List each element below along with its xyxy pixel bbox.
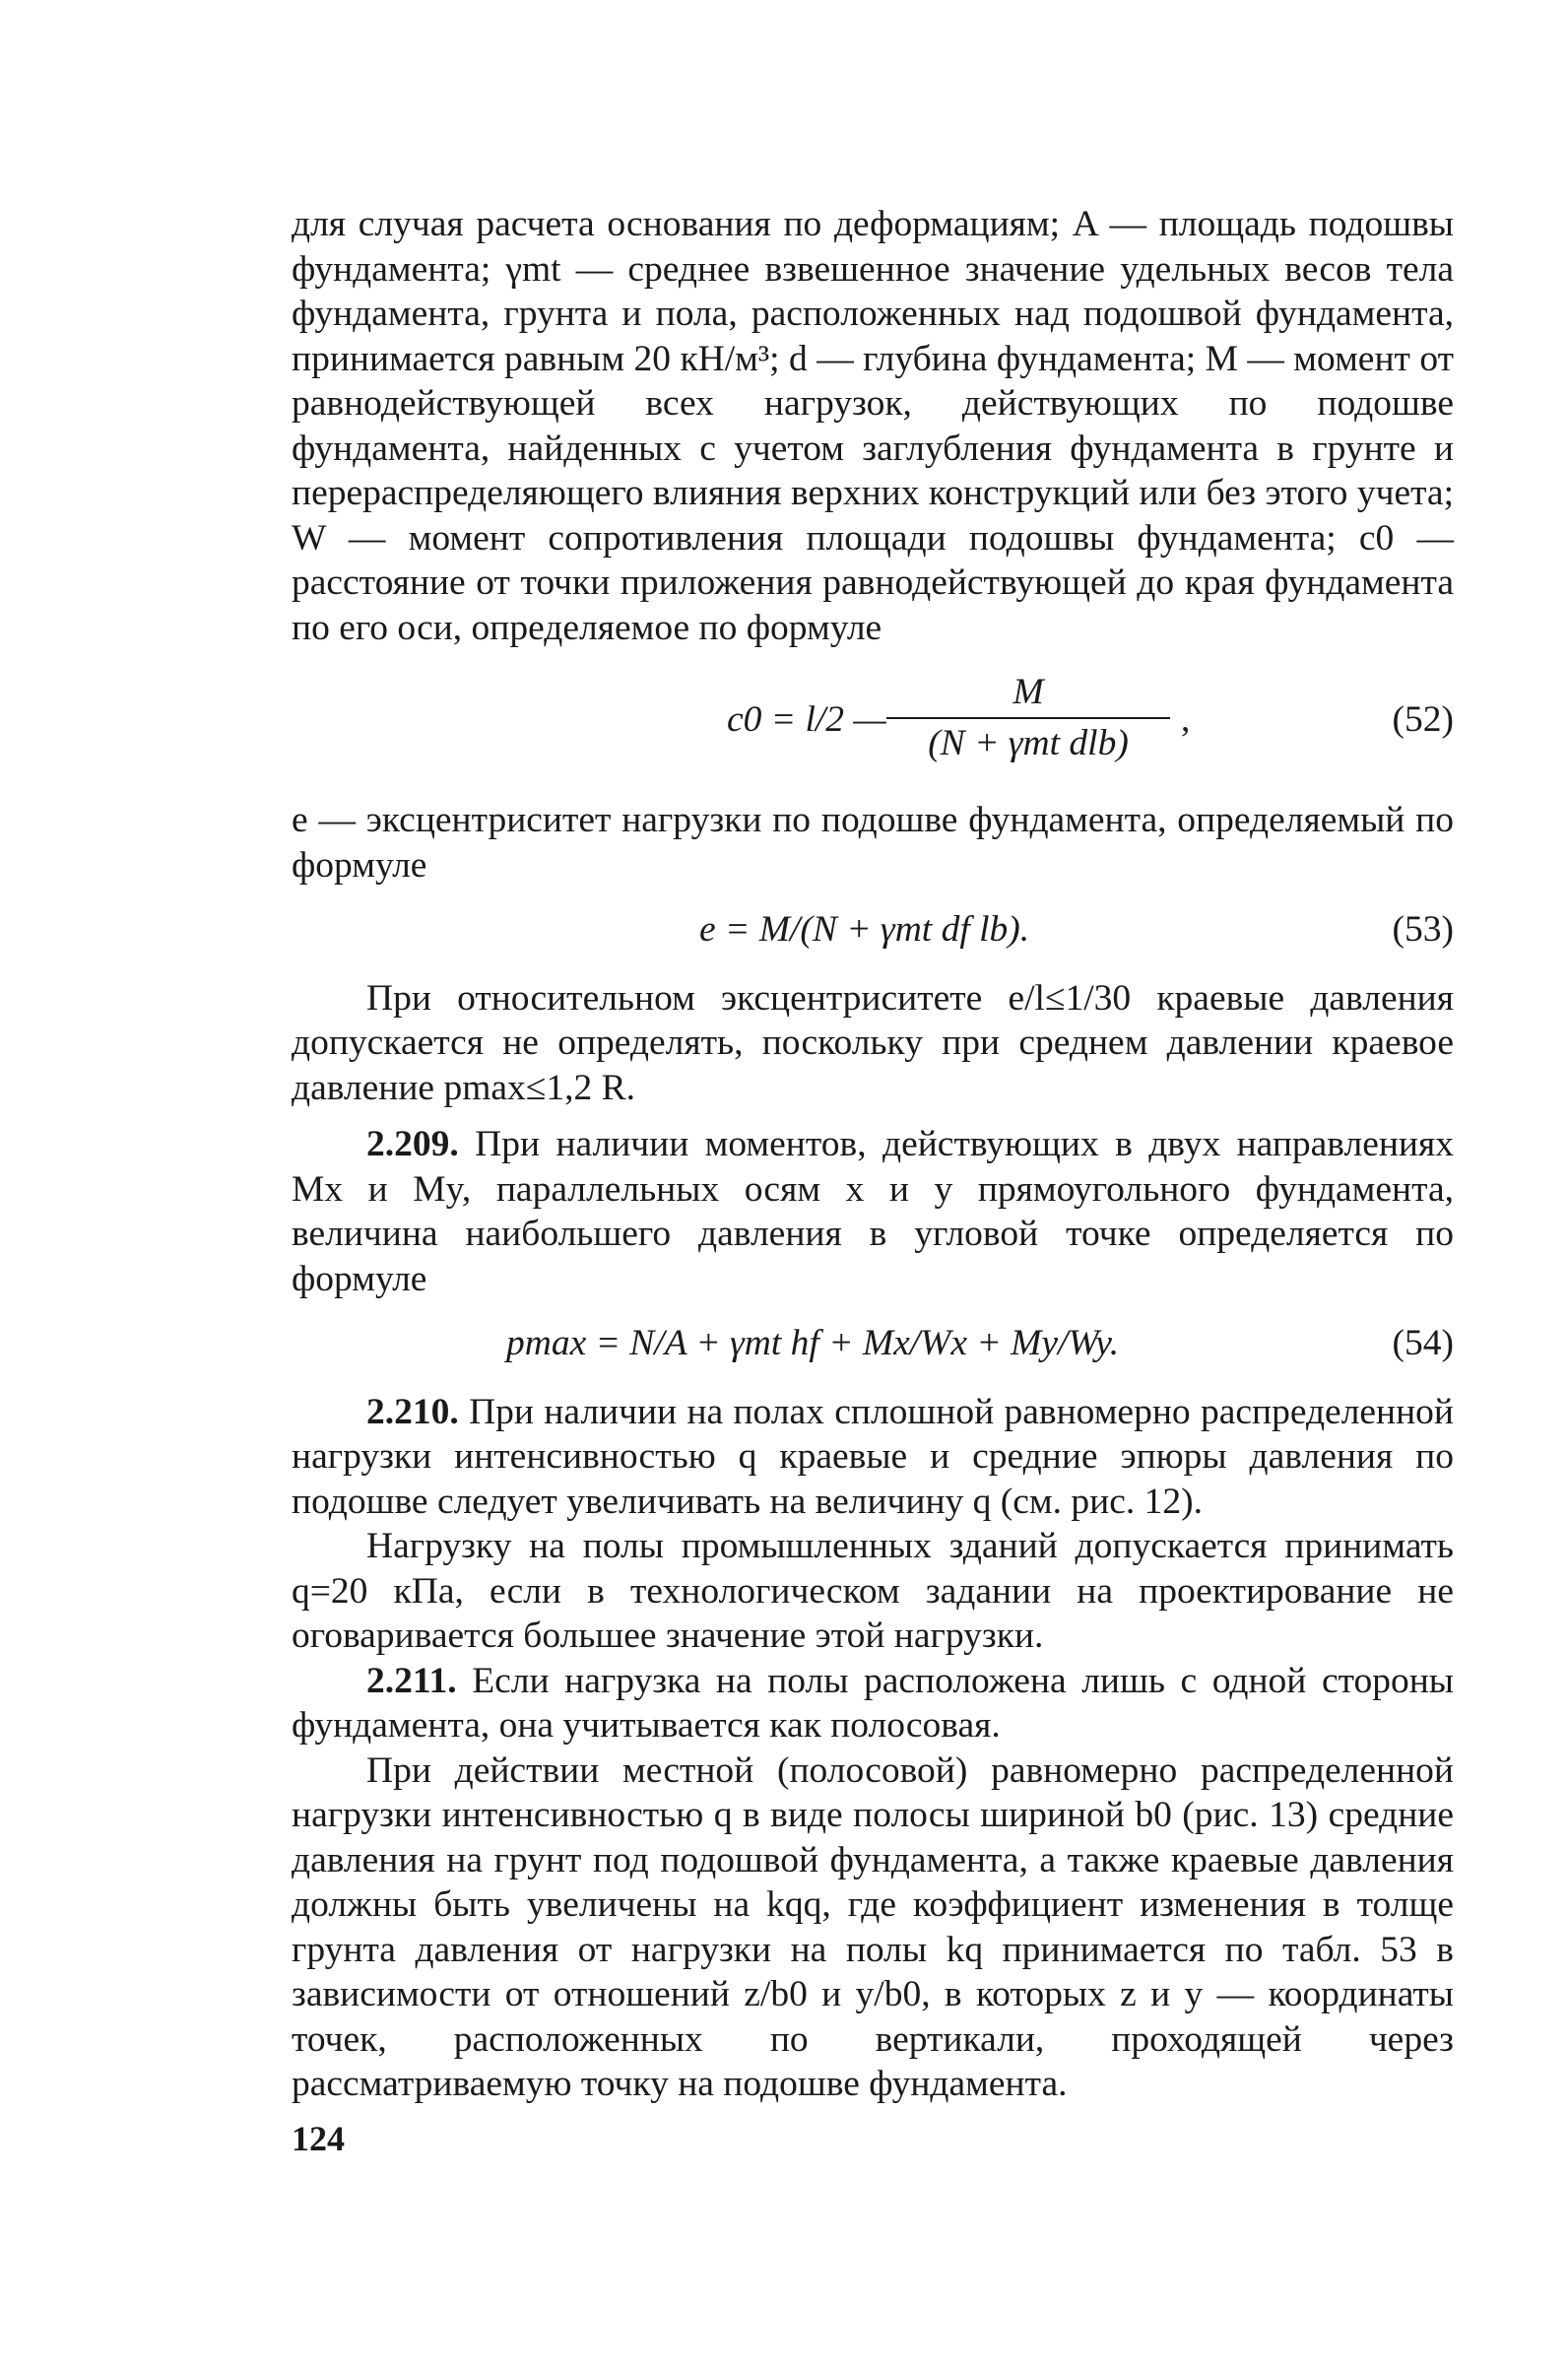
paragraph-definitions: для случая расчета основания по деформациям; A — площадь подошвы фундамента; γmt — среднее взвешенное значение удельных весов тела фундамента, грунта и пола, расположенных над подошвой фундамента, принимается равным 20 кН/м³; d — глубина фундамента; M — момент от равнодействующей всех нагрузок, действующих по подошве фундамента, найденных с учетом заглубления фундамента в грунте и перераспределяющего влияния верхних конструкций или без этого учета; W — момент сопротивления площади подошвы фундамента; c0 — расстояние от точки приложения равнодействующей до края фундамента по его оси, определяемое по формуле — [292, 204, 1454, 648]
paragraph-2-209-text: При наличии моментов, действующих в двух направлениях Mx и My, параллельных осям x и y прямоугольного фундамента, величина наибольшего давления в угловой точке определяется по формуле — [292, 1124, 1454, 1299]
body-text — [292, 202, 1454, 2107]
paragraph-2-210-text: При наличии на полах сплошной равномерно распределенной нагрузки интенсивностью q краевые и средние эпюры давления по подошве следует увеличивать на величину q (см. рис. 12). — [292, 1391, 1455, 1522]
clause-number-2-209: 2.209. — [366, 1124, 459, 1164]
fraction-bar — [886, 717, 1170, 719]
formula-52-numerator: M — [1013, 672, 1044, 712]
formula-52-denominator: (N + γmt dlb) — [928, 723, 1129, 763]
paragraph-2-210 — [292, 1390, 1454, 1525]
formula-52-number: (52) — [1392, 699, 1454, 740]
clause-number-2-210: 2.210. — [366, 1391, 459, 1432]
formula-52-fraction — [886, 672, 1170, 764]
clause-number-2-211: 2.211. — [366, 1660, 457, 1701]
paragraph-local-load: При действии местной (полосовой) равномерно распределенной нагрузки интенсивностью q в виде полосы шириной b0 (рис. 13) средние давления на грунт под подошвой фундамента, а также краевые давления должны быть увеличены на kqq, где коэффициент изменения в толще грунта давления от нагрузки на полы kq принимается по табл. 53 в зависимости от отношений z/b0 и y/b0, в которых z и y — координаты точек, расположенных по вертикали, проходящей через рассматриваемую точку на подошве фундамента. — [292, 1749, 1454, 2104]
paragraph-2-211 — [292, 1659, 1454, 1748]
paragraph-2-211-text: Если нагрузка на полы расположена лишь с одной стороны фундамента, она учитывается как полосовая. — [292, 1660, 1454, 1746]
formula-54-expression: pmax = N/A + γmt hf + Mx/Wx + My/Wy. — [506, 1323, 1120, 1363]
formula-52-comma: , — [1181, 699, 1191, 740]
formula-54-number: (54) — [1392, 1323, 1454, 1363]
formula-52-lhs: c0 = l/2 — — [727, 699, 886, 740]
page-number: 124 — [292, 2119, 345, 2158]
formula-54 — [292, 1321, 1454, 1366]
paragraph-relative-eccentricity: При относительном эксцентриситете e/l≤1/30 краевые давления допускается не определять, поскольку при среднем давлении краевое давление pmax≤1,2 R. — [292, 977, 1454, 1108]
paragraph-2-209 — [292, 1122, 1454, 1301]
formula-53-number: (53) — [1392, 909, 1454, 950]
formula-53-expression: e = M/(N + γmt df lb). — [699, 909, 1030, 950]
formula-52 — [292, 672, 1454, 768]
paragraph-floor-load: Нагрузку на полы промышленных зданий допускается принимать q=20 кПа, если в технологическом задании на проектирование не оговаривается большее значение этой нагрузки. — [292, 1526, 1454, 1656]
formula-53 — [292, 907, 1454, 953]
paragraph-eccentricity: e — эксцентриситет нагрузки по подошве фундамента, определяемый по формуле — [292, 800, 1454, 886]
